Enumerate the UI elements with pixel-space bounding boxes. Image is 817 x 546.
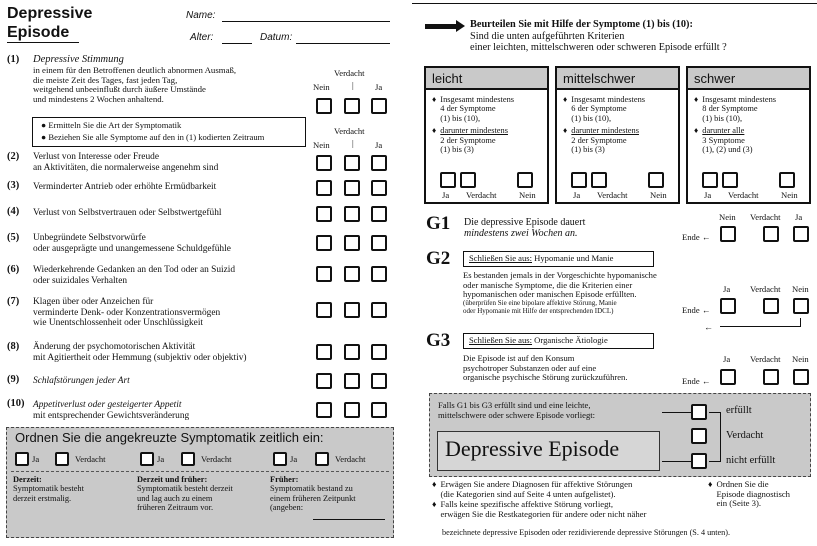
g3-ja-checkbox[interactable] xyxy=(720,369,736,385)
instruction-line-3: einer leichten, mittelschweren oder schweren Episode erfüllt ? xyxy=(470,42,727,54)
left-page xyxy=(0,0,404,546)
diagnosis-erfuellt-checkbox[interactable] xyxy=(691,404,707,420)
timing-panel xyxy=(6,427,394,538)
g1-ja-header: Ja xyxy=(795,212,803,222)
exclude-label: Schließen Sie aus: xyxy=(469,335,533,345)
criteria-line: Insgesamt mindestens xyxy=(571,95,646,104)
datum-label: Datum: xyxy=(260,32,293,43)
item-line: Unbegründete Selbstvorwürfe xyxy=(33,233,146,243)
item-number: (4) xyxy=(7,206,20,217)
item-number: (1) xyxy=(7,54,20,65)
item7-nein-checkbox[interactable] xyxy=(316,302,332,318)
mittelschwer-verdacht-checkbox[interactable] xyxy=(591,172,607,188)
item-line: Wiederkehrende Gedanken an den Tod oder an Suizid xyxy=(33,265,236,275)
footer-line: Falls keine spezifische affektive Störung vorliegt, xyxy=(440,499,614,510)
derzeit-ja-label: Ja xyxy=(32,454,40,464)
criteria-line: darunter mindestens xyxy=(440,126,508,136)
mittelschwer-nein-checkbox[interactable] xyxy=(648,172,664,188)
frueher-verdacht-label: Verdacht xyxy=(335,454,366,464)
criteria-line: (1) bis (3) xyxy=(571,145,605,155)
item-line: und mindestens 2 Wochen anhaltend. xyxy=(33,94,164,105)
exclude-value: Organische Ätiologie xyxy=(534,335,608,345)
leicht-nein-checkbox[interactable] xyxy=(517,172,533,188)
sep-header-2: | xyxy=(352,138,354,148)
derzeit-frueher-verdacht-checkbox[interactable] xyxy=(181,452,195,466)
diagnosis-instruction xyxy=(438,401,595,420)
footer-line: ein (Seite 3). xyxy=(716,498,762,509)
footer-line: (die Kategorien sind auf Seite 4 unten aufgelistet). xyxy=(440,488,616,499)
item-number: (2) xyxy=(7,151,20,162)
derzeit-line: derzeit erstmalig. xyxy=(13,493,72,503)
g3-text xyxy=(463,354,628,383)
g2-line: oder manische Symptome, die die Kriterien einer xyxy=(463,279,633,290)
g2-ja-header: Ja xyxy=(723,284,731,294)
derzeit-column xyxy=(13,475,84,503)
title-underline xyxy=(7,42,79,43)
derzeit-frueher-line: Symptomatik besteht derzeit xyxy=(137,484,233,494)
instruction-heading xyxy=(470,19,727,54)
derzeit-frueher-heading: Derzeit und früher: xyxy=(137,475,208,484)
verdacht-header-2: Verdacht xyxy=(334,126,365,136)
item4-verdacht-checkbox[interactable] xyxy=(344,206,360,222)
top-rule xyxy=(412,3,817,4)
item-number: (8) xyxy=(7,341,20,352)
item-number: (6) xyxy=(7,264,20,275)
item-text xyxy=(33,233,303,254)
footer-line: Erwägen Sie andere Diagnosen für affektive Störungen xyxy=(440,479,633,489)
item-text xyxy=(33,265,303,286)
item5-verdacht-checkbox[interactable] xyxy=(344,235,360,251)
criteria-line: 6 der Symptome xyxy=(571,104,627,114)
nein-label: Nein xyxy=(781,190,798,200)
item2-verdacht-checkbox[interactable] xyxy=(344,155,360,171)
diagnosis-nicht-erfuellt-checkbox[interactable] xyxy=(691,453,707,469)
frueher-column xyxy=(270,475,356,513)
item-number: (5) xyxy=(7,232,20,243)
item-number: (10) xyxy=(7,398,25,409)
g3-line: psychotroper Substanzen oder auf eine xyxy=(463,362,597,373)
criteria-a: ♦ Insgesamt mindestens 6 der Symptome (1) bis (10), xyxy=(563,95,646,123)
g2-verdacht-checkbox[interactable] xyxy=(763,298,779,314)
g2-return-arrow: ← xyxy=(704,322,713,332)
footer-line: erwägen Sie die Restkategorien für andere oder nicht näher xyxy=(440,509,647,520)
verdacht-label: Verdacht xyxy=(466,190,497,200)
g1-nein-checkbox[interactable] xyxy=(720,226,736,242)
g2-nein-header: Nein xyxy=(792,284,809,294)
g2-exclude-box xyxy=(463,251,654,267)
item-text xyxy=(33,152,303,173)
verdacht-label: Verdacht xyxy=(597,190,628,200)
item-line: in einem für den Betroffenen deutlich abnormen Ausmaß, xyxy=(33,64,237,75)
item-text xyxy=(33,376,303,387)
outcome-nicht-erfuellt: nicht erfüllt xyxy=(726,455,776,466)
severity-mittelschwer xyxy=(555,66,680,204)
item-line: Änderung der psychomotorischen Aktivität xyxy=(33,342,196,352)
item5-nein-checkbox[interactable] xyxy=(316,235,332,251)
item7-ja-checkbox[interactable] xyxy=(371,302,387,318)
nein-header-2: Nein xyxy=(313,140,330,150)
item8-nein-checkbox[interactable] xyxy=(316,344,332,360)
sep-header: | xyxy=(352,80,354,90)
arrow-right-icon xyxy=(425,24,459,29)
note-line-1: ● Ermitteln Sie die Art der Symptomatik xyxy=(41,120,182,130)
g3-verdacht-header: Verdacht xyxy=(750,354,781,364)
g3-nein-checkbox[interactable] xyxy=(793,369,809,385)
schwer-verdacht-checkbox[interactable] xyxy=(722,172,738,188)
item-text xyxy=(33,400,303,421)
diagnosis-title-box xyxy=(437,431,660,471)
g3-ja-header: Ja xyxy=(723,354,731,364)
g1-verdacht-header: Verdacht xyxy=(750,212,781,222)
footer-bullet-2: ♦ Falls keine spezifische affektive Störung vorliegt, erwägen Sie die Restkategorien für andere oder nicht näher xyxy=(432,499,647,520)
note-line-2: ● Beziehen Sie alle Symptome auf den in (1) kodierten Zeitraum xyxy=(41,132,265,142)
ende-text: Ende xyxy=(682,305,700,315)
item2-ja-checkbox[interactable] xyxy=(371,155,387,171)
form-title-line1: Depressive xyxy=(7,5,93,22)
item2-nein-checkbox[interactable] xyxy=(316,155,332,171)
instruction-line-1: Beurteilen Sie mit Hilfe der Symptome (1) bis (10): xyxy=(470,19,693,30)
criteria-text xyxy=(563,95,678,154)
ja-label: Ja xyxy=(704,190,712,200)
item-number: (3) xyxy=(7,180,20,191)
derzeit-frueher-ja-label: Ja xyxy=(157,454,165,464)
derzeit-frueher-line: und lag auch zu einem xyxy=(137,493,213,503)
g2-return-line xyxy=(720,318,801,327)
item-line: wie Unentschlossenheit oder Unschlüssigkeit xyxy=(33,318,204,329)
derzeit-frueher-verdacht-label: Verdacht xyxy=(201,454,232,464)
item-line: verminderte Denk- oder Konzentrationsvermögen xyxy=(33,307,221,318)
arrow-head xyxy=(456,20,465,32)
g2-ende-label: Ende ← xyxy=(682,305,711,315)
derzeit-line: Symptomatik besteht xyxy=(13,484,84,494)
diagnosis-panel xyxy=(429,393,811,477)
criteria-line: 3 Symptome xyxy=(702,135,745,145)
item4-nein-checkbox[interactable] xyxy=(316,206,332,222)
item6-verdacht-checkbox[interactable] xyxy=(344,266,360,282)
ja-label: Ja xyxy=(442,190,450,200)
severity-leicht xyxy=(424,66,549,204)
ende-text: Ende xyxy=(682,232,700,242)
timing-title: Ordnen Sie die angekreuzte Symptomatik zeitlich ein: xyxy=(15,430,324,445)
item-heading: Depressive Stimmung xyxy=(33,54,124,65)
item8-verdacht-checkbox[interactable] xyxy=(344,344,360,360)
criteria-b: ♦ darunter mindestens 2 der Symptome (1) bis (3) xyxy=(563,126,639,155)
verdacht-label: Verdacht xyxy=(728,190,759,200)
note-box xyxy=(32,117,306,147)
g2-line: hypomanischen oder manischen Episode erfüllten. xyxy=(463,289,637,300)
g3-line: Die Episode ist auf den Konsum xyxy=(463,353,575,363)
item-line: Verlust von Selbstvertrauen oder Selbstwertgefühl xyxy=(33,208,222,218)
diagnosis-verdacht-checkbox[interactable] xyxy=(691,428,707,444)
item5-ja-checkbox[interactable] xyxy=(371,235,387,251)
criteria-line: (1) bis (10), xyxy=(702,113,743,123)
criteria-line: (1), (2) und (3) xyxy=(702,145,753,155)
g3-ende-label: Ende ← xyxy=(682,376,711,386)
severity-schwer xyxy=(686,66,811,204)
criteria-line: (1) bis (10), xyxy=(440,113,481,123)
derzeit-heading: Derzeit: xyxy=(13,475,42,484)
g2-code: G2 xyxy=(426,248,451,269)
item-line: Schlafstörungen jeder Art xyxy=(33,376,130,386)
item-line: Klagen über oder Anzeichen für xyxy=(33,297,154,307)
g3-verdacht-checkbox[interactable] xyxy=(763,369,779,385)
item-text xyxy=(33,182,303,193)
item10-verdacht-checkbox[interactable] xyxy=(344,402,360,418)
mittelschwer-ja-checkbox[interactable] xyxy=(571,172,587,188)
g2-nein-checkbox[interactable] xyxy=(793,298,809,314)
criteria-b: ♦ darunter alle 3 Symptome (1), (2) und (3) xyxy=(694,126,753,155)
outcome-erfuellt: erfüllt xyxy=(726,405,752,416)
frueher-line: (angeben: xyxy=(270,503,304,513)
g3-line: organische psychische Störung zurückzuführen. xyxy=(463,372,628,383)
item3-ja-checkbox[interactable] xyxy=(371,180,387,196)
criteria-text xyxy=(694,95,809,154)
footer-right xyxy=(708,480,790,509)
footer-bullet-1: ♦ Erwägen Sie andere Diagnosen für affektive Störungen (die Kategorien sind auf Seite 4 unten aufgelistet). xyxy=(432,479,633,499)
item-line: mit Agitiertheit oder Hemmung (subjektiv oder objektiv) xyxy=(33,352,247,363)
item1-verdacht-checkbox[interactable] xyxy=(344,98,360,114)
footer-last-line: bezeichnete depressive Episoden oder rezidivierende depressive Störungen (S. 4 unten). xyxy=(442,528,731,537)
frueher-verdacht-checkbox[interactable] xyxy=(315,452,329,466)
form-title-line2: Episode xyxy=(7,24,70,41)
item-line: Verlust von Interesse oder Freude xyxy=(33,152,160,162)
footer-line: Episode diagnostisch xyxy=(716,488,791,499)
severity-title: mittelschwer xyxy=(557,68,678,90)
item9-nein-checkbox[interactable] xyxy=(316,373,332,389)
derzeit-frueher-ja-checkbox[interactable] xyxy=(140,452,154,466)
item-text xyxy=(33,208,303,219)
g1-text xyxy=(464,217,585,239)
item9-ja-checkbox[interactable] xyxy=(371,373,387,389)
derzeit-ja-checkbox[interactable] xyxy=(15,452,29,466)
criteria-text xyxy=(432,95,547,154)
name-label: Name: xyxy=(186,10,216,21)
item-line: an Aktivitäten, die normalerweise angenehm sind xyxy=(33,162,219,173)
leicht-ja-checkbox[interactable] xyxy=(440,172,456,188)
criteria-line: Insgesamt mindestens xyxy=(702,95,777,104)
derzeit-verdacht-label: Verdacht xyxy=(75,454,106,464)
derzeit-frueher-line: früheren Zeitraum vor. xyxy=(137,503,214,513)
frueher-line: Symptomatik bestand zu xyxy=(270,484,353,494)
nein-header: Nein xyxy=(313,82,330,92)
right-page xyxy=(412,0,817,546)
ende-text: Ende xyxy=(682,376,700,386)
criteria-line: darunter mindestens xyxy=(571,126,639,136)
item-text xyxy=(33,297,303,329)
item-line: mit entsprechender Gewichtsveränderung xyxy=(33,410,190,421)
g2-line: oder Hypomanie mit Hilfe der entsprechenden IDCL) xyxy=(463,306,614,315)
item1-ja-checkbox[interactable] xyxy=(371,98,387,114)
item-number: (9) xyxy=(7,374,20,385)
g1-line: mindestens zwei Wochen an. xyxy=(464,228,578,240)
item-number: (7) xyxy=(7,296,20,307)
bracket-line xyxy=(709,412,721,462)
derzeit-frueher-column xyxy=(137,475,233,513)
item-line: weitgehend unbeeinflußt durch äußere Umstände xyxy=(33,84,206,95)
g1-code: G1 xyxy=(426,213,451,234)
verdacht-header: Verdacht xyxy=(334,68,365,78)
footer-line: Ordnen Sie die xyxy=(716,479,769,489)
item10-ja-checkbox[interactable] xyxy=(371,402,387,418)
ja-header: Ja xyxy=(375,82,383,92)
g3-exclude-box xyxy=(463,333,654,349)
item10-nein-checkbox[interactable] xyxy=(316,402,332,418)
ja-label: Ja xyxy=(573,190,581,200)
g1-verdacht-checkbox[interactable] xyxy=(763,226,779,242)
criteria-line: (1) bis (10), xyxy=(571,113,612,123)
item3-nein-checkbox[interactable] xyxy=(316,180,332,196)
alter-label: Alter: xyxy=(190,32,214,43)
item-text xyxy=(33,342,303,363)
item-text xyxy=(33,54,303,105)
ja-header-2: Ja xyxy=(375,140,383,150)
item7-verdacht-checkbox[interactable] xyxy=(344,302,360,318)
item-line: oder suizidales Verhalten xyxy=(33,275,128,286)
leicht-verdacht-checkbox[interactable] xyxy=(460,172,476,188)
item3-verdacht-checkbox[interactable] xyxy=(344,180,360,196)
item9-verdacht-checkbox[interactable] xyxy=(344,373,360,389)
footer-bullet-3: ♦ Ordnen Sie die Episode diagnostisch ein (Seite 3). xyxy=(708,479,791,509)
diagnosis-line: Falls G1 bis G3 erfüllt sind und eine leichte, xyxy=(438,400,591,410)
diagnosis-title: Depressive Episode xyxy=(445,436,620,461)
g2-line: (überprüfen Sie eine bipolare affektive Störung, Manie xyxy=(463,298,617,307)
item1-nein-checkbox[interactable] xyxy=(316,98,332,114)
criteria-a: ♦ Insgesamt mindestens 8 der Symptome (1) bis (10), xyxy=(694,95,777,123)
g1-nein-header: Nein xyxy=(719,212,736,222)
g3-nein-header: Nein xyxy=(792,354,809,364)
name-field[interactable] xyxy=(222,21,390,22)
derzeit-verdacht-checkbox[interactable] xyxy=(55,452,69,466)
g1-ja-checkbox[interactable] xyxy=(793,226,809,242)
g2-verdacht-header: Verdacht xyxy=(750,284,781,294)
criteria-line: (1) bis (3) xyxy=(440,145,474,155)
nein-label: Nein xyxy=(519,190,536,200)
criteria-line: 2 der Symptome xyxy=(571,135,627,145)
g2-line: Es bestanden jemals in der Vorgeschichte hypomanische xyxy=(463,270,657,280)
divider-line xyxy=(11,471,389,472)
item4-ja-checkbox[interactable] xyxy=(371,206,387,222)
item-line: oder ausgeprägte und unangemessene Schuldgefühle xyxy=(33,243,231,254)
item8-ja-checkbox[interactable] xyxy=(371,344,387,360)
connector-line xyxy=(662,412,691,462)
frueher-line: einem früheren Zeitpunkt xyxy=(270,493,356,503)
criteria-a: ♦ Insgesamt mindestens 4 der Symptome (1) bis (10), xyxy=(432,95,515,123)
criteria-line: 4 der Symptome xyxy=(440,104,496,114)
datum-field[interactable] xyxy=(296,43,390,44)
exclude-value: Hypomanie und Manie xyxy=(534,253,614,263)
outcome-verdacht: Verdacht xyxy=(726,430,764,441)
nein-label: Nein xyxy=(650,190,667,200)
footer-left xyxy=(432,480,697,520)
schwer-ja-checkbox[interactable] xyxy=(702,172,718,188)
severity-title: schwer xyxy=(688,68,809,90)
g1-ende-label: Ende ← xyxy=(682,232,711,242)
criteria-line: 8 der Symptome xyxy=(702,104,758,114)
item-line: Appetitverlust oder gesteigerter Appetit xyxy=(33,400,182,410)
g3-code: G3 xyxy=(426,330,451,351)
frueher-date-field[interactable] xyxy=(313,519,385,520)
item6-ja-checkbox[interactable] xyxy=(371,266,387,282)
item-line: die meiste Zeit des Tages, fast jeden Tag, xyxy=(33,74,178,85)
exclude-label: Schließen Sie aus: xyxy=(469,253,533,263)
criteria-b: ♦ darunter mindestens 2 der Symptome (1) bis (3) xyxy=(432,126,508,155)
g2-text xyxy=(463,271,698,316)
item6-nein-checkbox[interactable] xyxy=(316,266,332,282)
g2-ja-checkbox[interactable] xyxy=(720,298,736,314)
alter-field[interactable] xyxy=(222,43,252,44)
g1-line: Die depressive Episode dauert xyxy=(464,217,586,228)
instruction-line-2: Sind die unten aufgeführten Kriterien xyxy=(470,30,625,42)
frueher-ja-checkbox[interactable] xyxy=(273,452,287,466)
criteria-line: Insgesamt mindestens xyxy=(440,95,515,104)
diagnosis-line: mittelschwere oder schwere Episode vorliegt: xyxy=(438,409,596,420)
criteria-line: darunter alle xyxy=(702,126,745,136)
item-line: Verminderter Antrieb oder erhöhte Ermüdbarkeit xyxy=(33,182,217,192)
frueher-heading: Früher: xyxy=(270,475,299,484)
criteria-line: 2 der Symptome xyxy=(440,135,496,145)
frueher-ja-label: Ja xyxy=(290,454,298,464)
severity-title: leicht xyxy=(426,68,547,90)
schwer-nein-checkbox[interactable] xyxy=(779,172,795,188)
